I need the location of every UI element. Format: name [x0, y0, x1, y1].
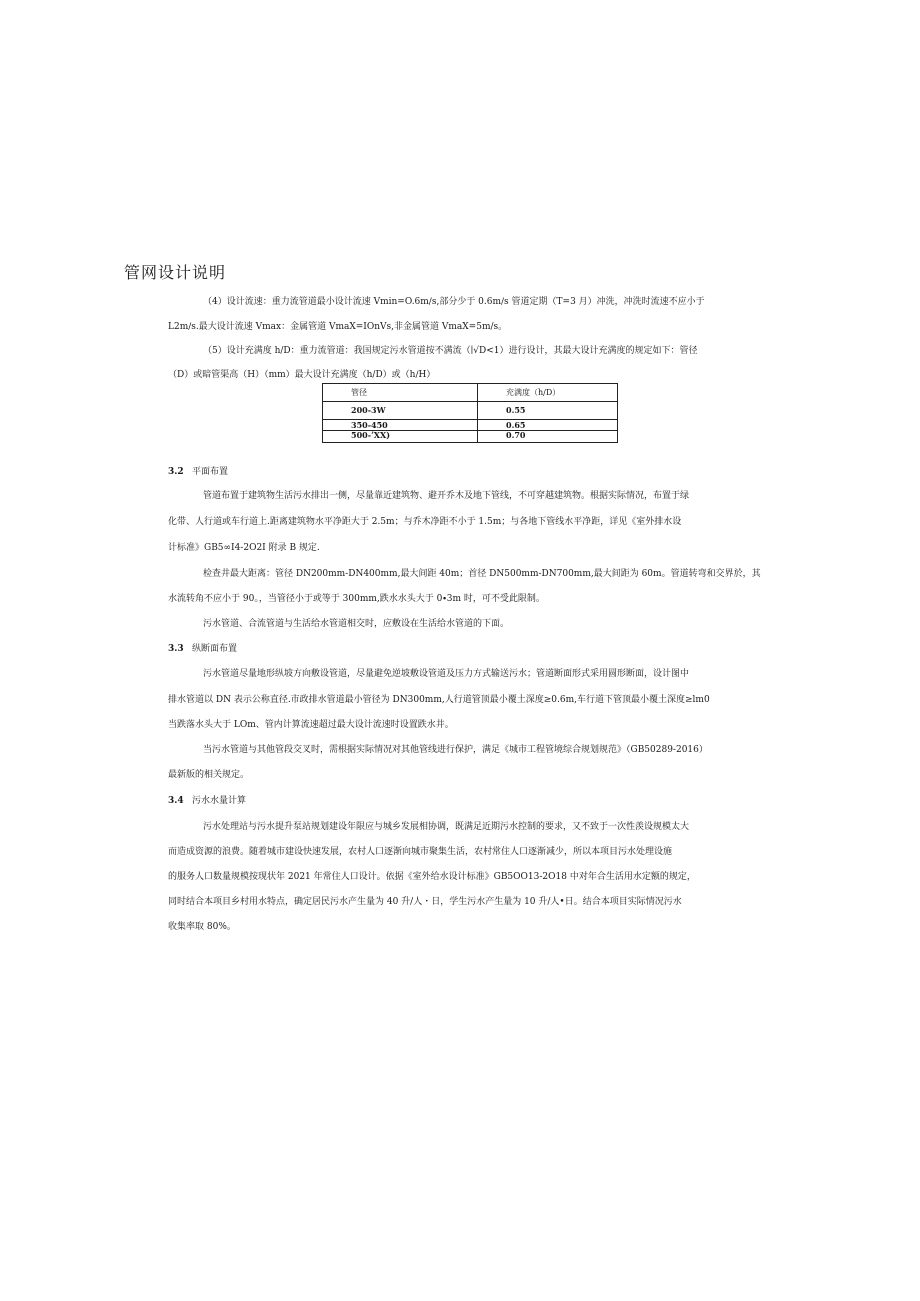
sec-3-3-p2-line-2: 最新版的相关规定。: [168, 770, 250, 780]
table-header-row: [323, 384, 618, 402]
table-cell-diameter: 350-450: [323, 420, 478, 431]
section-heading-3-4: [168, 795, 246, 807]
table-cell-fullness: 0.55: [478, 402, 618, 420]
sec-3-2-p2-line-1: 检查井最大距离：管径 DN200mm-DN400mm,最大间距 40m；首径 DN500mm-DN700mm,最大间距为 60m。管道转弯和交界於，其: [203, 569, 761, 579]
sec-3-3-p1-line-3: 当跌落水头大于 LOm、管内计算流速超过最大设计流速时设置跌水井。: [168, 720, 454, 730]
table-cell-fullness: 0.65: [478, 420, 618, 431]
sec-3-2-p1-line-1: 管道布置于建筑物生活污水排出一侧，尽量靠近建筑物、避开乔木及地下管线，不可穿越建筑物。根据实际情况，布置于绿: [203, 491, 690, 501]
sec-3-2-p2-line-2: 水流转角不应小于 90。，当管径小于或等于 300mm,跌水水头大于 0∙3m 时，可不受此限制。: [168, 594, 545, 604]
para-4-line-1: （4）设计流速：重力流管道最小设计流速 Vmin=O.6m∕s,部分少于 0.6m∕s 管道定期（T=3 月）冲洗，冲洗时流速不应小于: [203, 297, 705, 307]
section-title: 污水水量计算: [192, 796, 247, 806]
table-row: [323, 420, 618, 431]
section-number: 3.3: [168, 644, 184, 654]
section-number: 3.2: [168, 467, 184, 477]
sec-3-2-p1-line-3: 计标准》GB5∞I4-2O2I 附录 B 规定.: [168, 543, 320, 553]
table-cell-fullness: 0.70: [478, 431, 618, 443]
sec-3-3-p1-line-2: 排水管道以 DN 表示公称直径.市政排水管道最小管径为 DN300mm,人行道管顶最小覆土深度≥0.6m,车行道下管顶最小覆土深度≥lm0: [168, 695, 710, 705]
para-5-line-2: （D）或暗管渠高（H）（mm）最大设计充满度（h/D）或（h∕H）: [168, 370, 436, 380]
para-5-line-1: （5）设计充满度 h/D：重力流管道：我国规定污水管道按不满流（∣√D<1）进行设计，其最大设计充满度的规定如下：管径: [203, 346, 698, 356]
sec-3-4-p1-line-3: 的服务人口数量规模按现状年 2021 年常住人口设计。依据《室外给水设计标准》GB5OO13-2O18 中对年合生活用水定额的规定，: [168, 872, 696, 882]
sec-3-4-p1-line-5: 收集率取 80%。: [168, 922, 236, 932]
sec-3-3-p2-line-1: 当污水管道与其他管段交叉时，需根据实际情况对其他管线进行保护，满足《城市工程管境综合规划规范》（GB50289-2016）: [203, 745, 708, 755]
table-row: [323, 431, 618, 443]
section-number: 3.4: [168, 796, 184, 806]
table-row: [323, 402, 618, 420]
table-cell-diameter: 200-3W: [323, 402, 478, 420]
fullness-table: [322, 383, 618, 443]
sec-3-4-p1-line-1: 污水处理站与污水提升泵站规划建设年限应与城乡发展相协调，既满足近期污水控制的要求，又不致于一次性羡设规模太大: [203, 822, 690, 832]
section-title: 平面布置: [192, 467, 229, 477]
section-heading-3-2: [168, 466, 228, 478]
sec-3-4-p1-line-4: 同时结合本项目乡村用水特点，确定居民污水产生量为 40 升/人・日，学生污水产生量为 10 升/人•日。结合本项目实际情况污水: [168, 897, 682, 907]
table-header-cell: 管径: [323, 384, 478, 402]
section-title: 纵断面布置: [192, 644, 238, 654]
page-title: 管网设计说明: [124, 263, 227, 282]
sec-3-2-p3-line-1: 污水管道、合流管道与生活给水管道相交时，应敷设在生活给水管道的下面。: [203, 619, 510, 629]
table-cell-diameter: 500-ʼXX): [323, 431, 478, 443]
table-header-cell: 充满度（h/D）: [478, 384, 618, 402]
section-heading-3-3: [168, 643, 237, 655]
sec-3-4-p1-line-2: 而造成资源的浪费。随着城市建设快速发展，农村人口逐渐向城市聚集生活，农村常住人口逐渐减少，所以本项目污水处理设施: [168, 847, 673, 857]
sec-3-3-p1-line-1: 污水管道尽量地形纵坡方向敷设管道，尽量避免逆坡敷设管道及压力方式输送污水；管道断面形式采用圆形断面，设计图中: [203, 669, 690, 679]
sec-3-2-p1-line-2: 化带、人行道或车行道上.距离建筑物水平净距大于 2.5m；与乔木净距不小于 1.5m；与各地下管线水平净距，详见《室外排水设: [168, 517, 682, 527]
para-4-line-2: L2m∕s.最大设计流速 Vmax：金属管道 VmaX=IOnVs,非金属管道 VmaX=5m/s。: [168, 322, 508, 332]
